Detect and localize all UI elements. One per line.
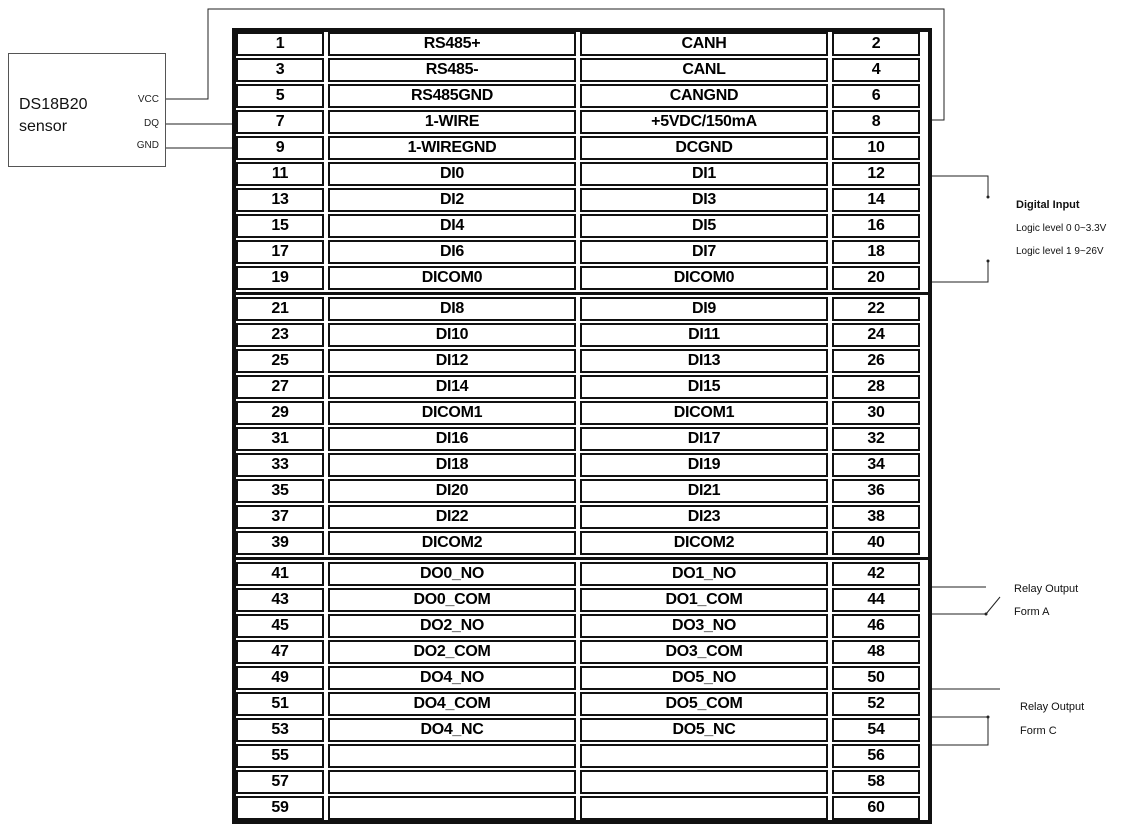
pin-group xyxy=(236,292,928,555)
pin-signal-left: 1-WIRE xyxy=(328,110,576,134)
table-row xyxy=(236,58,928,82)
pin-signal-left: RS485+ xyxy=(328,32,576,56)
pin-number-right: 60 xyxy=(832,796,920,820)
pin-signal-left: DICOM2 xyxy=(328,531,576,555)
table-row xyxy=(236,349,928,373)
pin-number-left: 57 xyxy=(236,770,324,794)
table-row xyxy=(236,453,928,477)
pin-number-right: 18 xyxy=(832,240,920,264)
pin-number-left: 19 xyxy=(236,266,324,290)
pin-number-right: 58 xyxy=(832,770,920,794)
pin-signal-left: DI2 xyxy=(328,188,576,212)
table-row xyxy=(236,375,928,399)
pin-signal-left: DO2_NO xyxy=(328,614,576,638)
digital-input-title: Digital Input xyxy=(1016,199,1080,211)
pin-signal-right: CANL xyxy=(580,58,828,82)
pin-number-left: 47 xyxy=(236,640,324,664)
digital-input-logic1: Logic level 1 9~26V xyxy=(1016,246,1104,257)
pin-signal-right: DICOM1 xyxy=(580,401,828,425)
table-row xyxy=(236,32,928,56)
pin-signal-right: DI17 xyxy=(580,427,828,451)
sensor-title-line1: DS18B20 xyxy=(19,96,88,113)
pin-signal-left: DO2_COM xyxy=(328,640,576,664)
pin-number-left: 39 xyxy=(236,531,324,555)
pin-signal-left: DI4 xyxy=(328,214,576,238)
relay-c-form: Form C xyxy=(1020,725,1057,737)
pin-number-left: 51 xyxy=(236,692,324,716)
table-row xyxy=(236,401,928,425)
pin-signal-right: DI19 xyxy=(580,453,828,477)
pin-number-left: 59 xyxy=(236,796,324,820)
pin-number-right: 38 xyxy=(832,505,920,529)
table-row xyxy=(236,666,928,690)
table-row xyxy=(236,214,928,238)
table-row xyxy=(236,427,928,451)
pin-signal-left xyxy=(328,744,576,768)
pin-group xyxy=(236,32,928,290)
pin-signal-left: DI8 xyxy=(328,297,576,321)
pin-signal-right: +5VDC/150mA xyxy=(580,110,828,134)
pin-number-left: 13 xyxy=(236,188,324,212)
pin-signal-right: DICOM0 xyxy=(580,266,828,290)
table-row xyxy=(236,614,928,638)
pin-signal-left: DICOM0 xyxy=(328,266,576,290)
pin-number-right: 28 xyxy=(832,375,920,399)
pin-signal-left: DO4_NO xyxy=(328,666,576,690)
table-row xyxy=(236,588,928,612)
pin-number-right: 48 xyxy=(832,640,920,664)
pin-number-right: 54 xyxy=(832,718,920,742)
pin-signal-left xyxy=(328,796,576,820)
pin-signal-right: DI9 xyxy=(580,297,828,321)
pin-number-right: 56 xyxy=(832,744,920,768)
table-row xyxy=(236,188,928,212)
pin-number-right: 4 xyxy=(832,58,920,82)
table-row xyxy=(236,162,928,186)
digital-input-logic0: Logic level 0 0~3.3V xyxy=(1016,223,1107,234)
pin-signal-right: CANH xyxy=(580,32,828,56)
table-row xyxy=(236,562,928,586)
pin-number-right: 46 xyxy=(832,614,920,638)
table-row xyxy=(236,692,928,716)
sensor-pin-vcc: VCC xyxy=(137,94,159,105)
pin-number-left: 11 xyxy=(236,162,324,186)
pin-table xyxy=(232,28,932,824)
pin-number-right: 14 xyxy=(832,188,920,212)
pin-number-left: 55 xyxy=(236,744,324,768)
table-row xyxy=(236,266,928,290)
table-row xyxy=(236,796,928,820)
pin-number-left: 5 xyxy=(236,84,324,108)
table-row xyxy=(236,744,928,768)
pin-number-right: 40 xyxy=(832,531,920,555)
pin-signal-right: DI13 xyxy=(580,349,828,373)
pin-number-right: 24 xyxy=(832,323,920,347)
pin-number-left: 1 xyxy=(236,32,324,56)
pin-signal-right xyxy=(580,744,828,768)
pin-number-left: 21 xyxy=(236,297,324,321)
pin-signal-right: DCGND xyxy=(580,136,828,160)
pin-number-right: 2 xyxy=(832,32,920,56)
digital-input-bracket-bottom xyxy=(928,262,988,282)
pin-signal-right: DI3 xyxy=(580,188,828,212)
digital-input-bracket-top xyxy=(928,176,988,196)
table-row xyxy=(236,84,928,108)
pin-signal-right: DO5_NC xyxy=(580,718,828,742)
pin-number-left: 43 xyxy=(236,588,324,612)
pin-number-right: 52 xyxy=(832,692,920,716)
table-row xyxy=(236,718,928,742)
pin-signal-left: DI14 xyxy=(328,375,576,399)
pin-signal-left: DI18 xyxy=(328,453,576,477)
table-row xyxy=(236,136,928,160)
pin-number-right: 22 xyxy=(832,297,920,321)
pin-signal-left: DO0_COM xyxy=(328,588,576,612)
pin-signal-left: DI0 xyxy=(328,162,576,186)
sensor-title-line2: sensor xyxy=(19,118,68,135)
table-row xyxy=(236,110,928,134)
pin-number-left: 29 xyxy=(236,401,324,425)
pin-signal-right: DO5_NO xyxy=(580,666,828,690)
relay-a-form: Form A xyxy=(1014,606,1050,618)
pin-signal-right: DO3_COM xyxy=(580,640,828,664)
sensor-pin-gnd: GND xyxy=(136,140,159,151)
pin-signal-left: DO0_NO xyxy=(328,562,576,586)
table-row xyxy=(236,640,928,664)
pin-number-right: 44 xyxy=(832,588,920,612)
table-row xyxy=(236,323,928,347)
pin-signal-left: DI16 xyxy=(328,427,576,451)
pin-signal-right: DI7 xyxy=(580,240,828,264)
pin-number-right: 20 xyxy=(832,266,920,290)
table-row xyxy=(236,770,928,794)
pin-signal-right xyxy=(580,796,828,820)
pin-signal-right: CANGND xyxy=(580,84,828,108)
pin-number-right: 30 xyxy=(832,401,920,425)
relay-c-title: Relay Output xyxy=(1020,701,1085,713)
pin-number-left: 7 xyxy=(236,110,324,134)
table-row xyxy=(236,297,928,321)
pin-signal-left: DO4_NC xyxy=(328,718,576,742)
pin-signal-left: RS485GND xyxy=(328,84,576,108)
pin-number-left: 37 xyxy=(236,505,324,529)
pin-signal-left: DI22 xyxy=(328,505,576,529)
relay-a-title: Relay Output xyxy=(1014,583,1079,595)
pin-signal-left xyxy=(328,770,576,794)
pin-number-right: 12 xyxy=(832,162,920,186)
pin-number-right: 6 xyxy=(832,84,920,108)
pin-signal-left: DI6 xyxy=(328,240,576,264)
pin-signal-right: DO1_COM xyxy=(580,588,828,612)
pin-signal-left: 1-WIREGND xyxy=(328,136,576,160)
pin-number-right: 34 xyxy=(832,453,920,477)
pin-signal-right: DO5_COM xyxy=(580,692,828,716)
pin-number-left: 3 xyxy=(236,58,324,82)
pin-number-left: 25 xyxy=(236,349,324,373)
pin-signal-left: RS485- xyxy=(328,58,576,82)
pin-number-right: 32 xyxy=(832,427,920,451)
relay-c-bracket xyxy=(928,717,988,745)
table-row xyxy=(236,240,928,264)
pin-group xyxy=(236,557,928,820)
pin-signal-right: DO3_NO xyxy=(580,614,828,638)
pin-signal-right: DICOM2 xyxy=(580,531,828,555)
table-row xyxy=(236,531,928,555)
pin-signal-right: DI21 xyxy=(580,479,828,503)
pin-number-left: 53 xyxy=(236,718,324,742)
pin-number-right: 10 xyxy=(832,136,920,160)
pin-signal-left: DI10 xyxy=(328,323,576,347)
pin-number-left: 9 xyxy=(236,136,324,160)
pin-number-right: 8 xyxy=(832,110,920,134)
pin-signal-right: DI15 xyxy=(580,375,828,399)
pin-number-right: 26 xyxy=(832,349,920,373)
pin-number-left: 15 xyxy=(236,214,324,238)
sensor-title xyxy=(19,94,88,138)
pin-number-left: 27 xyxy=(236,375,324,399)
pin-signal-left: DO4_COM xyxy=(328,692,576,716)
pin-number-left: 49 xyxy=(236,666,324,690)
pin-number-left: 45 xyxy=(236,614,324,638)
pin-number-right: 50 xyxy=(832,666,920,690)
pin-signal-right: DO1_NO xyxy=(580,562,828,586)
pin-number-right: 16 xyxy=(832,214,920,238)
ds18b20-sensor-box xyxy=(8,53,166,167)
pin-number-right: 42 xyxy=(832,562,920,586)
pin-number-right: 36 xyxy=(832,479,920,503)
pin-signal-left: DICOM1 xyxy=(328,401,576,425)
pin-signal-right: DI1 xyxy=(580,162,828,186)
table-row xyxy=(236,479,928,503)
table-row xyxy=(236,505,928,529)
pin-number-left: 17 xyxy=(236,240,324,264)
pin-number-left: 31 xyxy=(236,427,324,451)
relay-a-switch xyxy=(986,597,1000,614)
pin-number-left: 41 xyxy=(236,562,324,586)
pin-number-left: 35 xyxy=(236,479,324,503)
pin-signal-left: DI20 xyxy=(328,479,576,503)
pin-number-left: 23 xyxy=(236,323,324,347)
sensor-pin-dq: DQ xyxy=(144,118,159,129)
pin-number-left: 33 xyxy=(236,453,324,477)
pin-signal-right: DI11 xyxy=(580,323,828,347)
pin-signal-right: DI23 xyxy=(580,505,828,529)
pin-signal-right: DI5 xyxy=(580,214,828,238)
pin-signal-right xyxy=(580,770,828,794)
pin-signal-left: DI12 xyxy=(328,349,576,373)
